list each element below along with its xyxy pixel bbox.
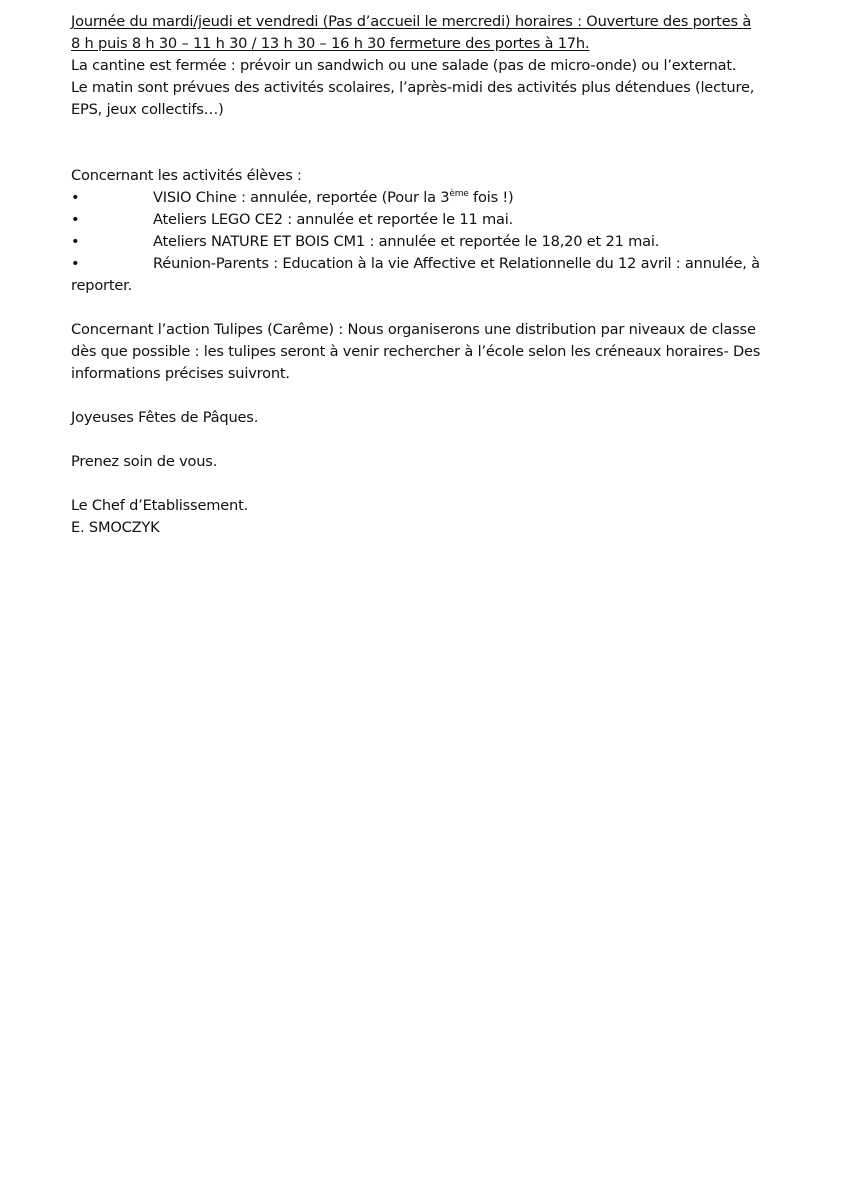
bullet-icon: •: [71, 211, 80, 228]
list-item: [71, 253, 783, 297]
student-activities-list: [71, 187, 783, 297]
list-item: [71, 187, 783, 209]
letter-body: [71, 11, 783, 539]
tulips-line-3: informations précises suivront.: [71, 365, 290, 382]
bullet-icon: •: [71, 255, 80, 272]
activities-line-2: EPS, jeux collectifs…): [71, 101, 224, 118]
signature-title: Le Chef d’Etablissement.: [71, 497, 249, 514]
easter-wishes: Joyeuses Fêtes de Pâques.: [71, 409, 259, 426]
item-text: Ateliers NATURE ET BOIS CM1 : annulée et reportée le 18,20 et 21 mai.: [153, 233, 660, 250]
item-text-continuation: reporter.: [71, 277, 133, 294]
activities-line-1: Le matin sont prévues des activités scolaires, l’après-midi des activités plus détendues (lecture,: [71, 79, 755, 96]
item-superscript: ème: [449, 189, 469, 199]
item-text-end: fois !): [468, 189, 514, 206]
list-item: [71, 231, 783, 253]
bullet-icon: •: [71, 233, 80, 250]
item-text: VISIO Chine : annulée, reportée (Pour la 3: [153, 189, 450, 206]
item-text: Ateliers LEGO CE2 : annulée et reportée le 11 mai.: [153, 211, 514, 228]
schedule-line-2: 8 h puis 8 h 30 – 11 h 30 / 13 h 30 – 16 h 30 fermeture des portes à 17h.: [71, 35, 590, 52]
canteen-notice: La cantine est fermée : prévoir un sandwich ou une salade (pas de micro-onde) ou l’externat.: [71, 57, 737, 74]
take-care: Prenez soin de vous.: [71, 453, 218, 470]
tulips-line-1: Concernant l’action Tulipes (Carême) : Nous organiserons une distribution par niveaux de classe: [71, 321, 756, 338]
item-text: Réunion-Parents : Education à la vie Affective et Relationnelle du 12 avril : annulée, à: [153, 255, 760, 272]
schedule-line-1: Journée du mardi/jeudi et vendredi (Pas d’accueil le mercredi) horaires : Ouverture des portes à: [71, 13, 752, 30]
tulips-line-2: dès que possible : les tulipes seront à venir rechercher à l’école selon les créneaux horaires- Des: [71, 343, 761, 360]
signature-name: E. SMOCZYK: [71, 519, 160, 536]
list-item: [71, 209, 783, 231]
student-activities-heading: Concernant les activités élèves :: [71, 167, 302, 184]
bullet-icon: •: [71, 189, 80, 206]
